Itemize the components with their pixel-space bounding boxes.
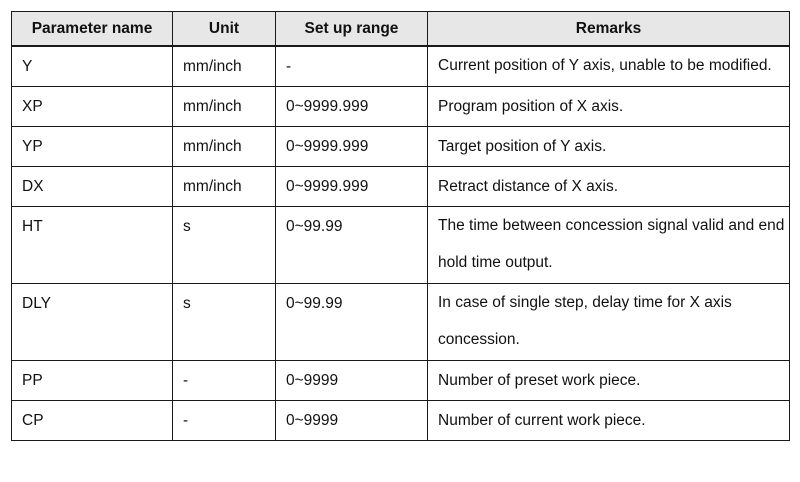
table-row — [12, 46, 790, 87]
cell-unit: - — [173, 361, 276, 401]
table-row — [12, 361, 790, 401]
table-row — [12, 207, 790, 284]
cell-setup-range: 0~9999 — [276, 401, 428, 441]
cell-parameter-name: CP — [12, 401, 173, 441]
header-parameter-name: Parameter name — [12, 12, 173, 47]
header-remarks: Remarks — [428, 12, 790, 47]
cell-unit: s — [173, 284, 276, 361]
cell-setup-range: 0~99.99 — [276, 284, 428, 361]
cell-remarks: Number of preset work piece. — [428, 361, 790, 401]
header-unit: Unit — [173, 12, 276, 47]
table-row — [12, 87, 790, 127]
cell-remarks: In case of single step, delay time for X axis concession. — [428, 284, 790, 361]
cell-setup-range: 0~9999.999 — [276, 87, 428, 127]
parameter-table — [11, 11, 790, 441]
table-body — [12, 46, 790, 441]
cell-parameter-name: DX — [12, 167, 173, 207]
cell-unit: mm/inch — [173, 46, 276, 87]
cell-remarks: Target position of Y axis. — [428, 127, 790, 167]
cell-unit: mm/inch — [173, 127, 276, 167]
table-header — [12, 12, 790, 47]
cell-remarks: The time between concession signal valid and end hold time output. — [428, 207, 790, 284]
cell-parameter-name: HT — [12, 207, 173, 284]
cell-setup-range: - — [276, 46, 428, 87]
table-row — [12, 127, 790, 167]
cell-setup-range: 0~99.99 — [276, 207, 428, 284]
cell-remarks: Retract distance of X axis. — [428, 167, 790, 207]
cell-remarks: Number of current work piece. — [428, 401, 790, 441]
cell-remarks: Program position of X axis. — [428, 87, 790, 127]
cell-unit: mm/inch — [173, 87, 276, 127]
header-row — [12, 12, 790, 47]
header-setup-range: Set up range — [276, 12, 428, 47]
cell-parameter-name: XP — [12, 87, 173, 127]
table-row — [12, 284, 790, 361]
cell-setup-range: 0~9999 — [276, 361, 428, 401]
cell-parameter-name: Y — [12, 46, 173, 87]
cell-remarks: Current position of Y axis, unable to be modified. — [428, 46, 790, 87]
cell-unit: - — [173, 401, 276, 441]
cell-unit: mm/inch — [173, 167, 276, 207]
cell-setup-range: 0~9999.999 — [276, 127, 428, 167]
table-row — [12, 167, 790, 207]
table-row — [12, 401, 790, 441]
cell-parameter-name: DLY — [12, 284, 173, 361]
cell-unit: s — [173, 207, 276, 284]
cell-setup-range: 0~9999.999 — [276, 167, 428, 207]
cell-parameter-name: PP — [12, 361, 173, 401]
cell-parameter-name: YP — [12, 127, 173, 167]
